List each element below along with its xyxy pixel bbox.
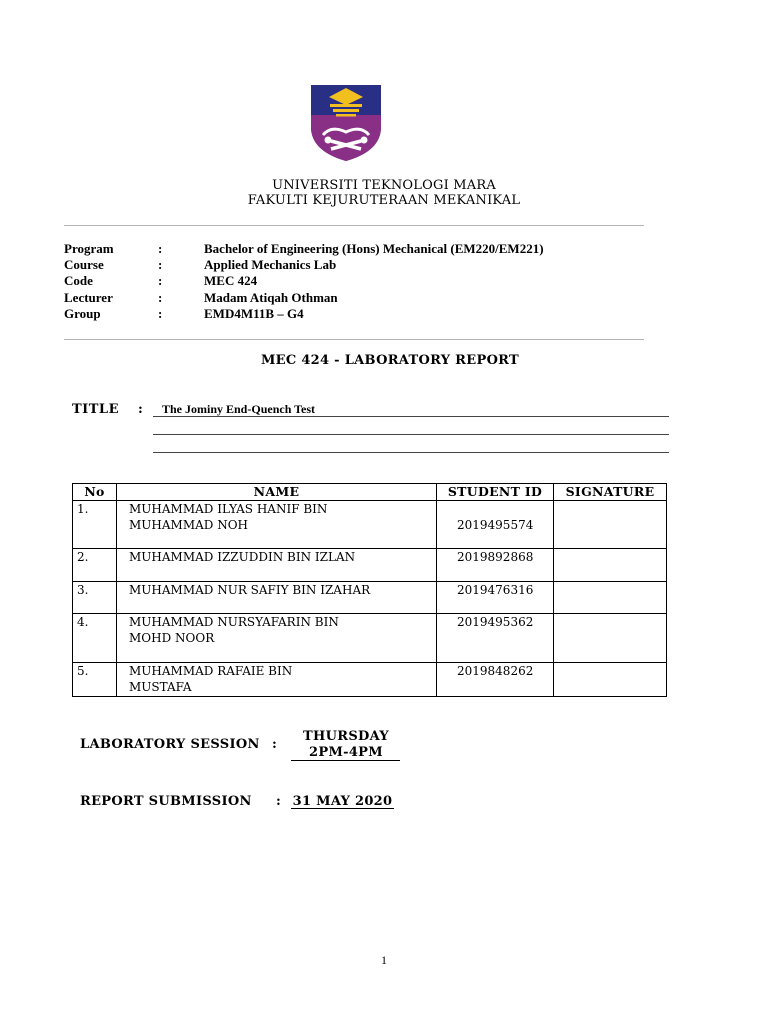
info-label: Group	[64, 306, 101, 321]
table-row	[73, 582, 667, 614]
info-row-group	[64, 306, 664, 322]
info-label: Lecturer	[64, 290, 113, 305]
row-signature	[554, 549, 667, 582]
title-colon: :	[138, 402, 143, 417]
info-row-code	[64, 273, 664, 289]
title-underline	[153, 452, 669, 453]
session-day: THURSDAY	[303, 729, 389, 744]
row-signature	[554, 663, 667, 697]
title-value: The Jominy End-Quench Test	[162, 402, 316, 416]
name-line: MUHAMMAD NUR SAFIY BIN IZAHAR	[129, 583, 371, 597]
header-name: NAME	[117, 484, 437, 501]
submission-date: 31 MAY 2020	[292, 794, 393, 809]
name-line: MUHAMMAD NOH	[129, 518, 249, 532]
name-line: MOHD NOOR	[129, 631, 215, 645]
table-row	[73, 614, 667, 663]
page-number: 1	[381, 953, 387, 967]
members-table	[72, 483, 667, 697]
table-header-row	[73, 484, 667, 501]
title-underline	[153, 434, 669, 435]
table-row	[73, 549, 667, 582]
session-label: LABORATORY SESSION	[80, 737, 260, 752]
university-name: UNIVERSITI TEKNOLOGI MARA	[272, 178, 496, 193]
info-label: Code	[64, 273, 93, 288]
info-label: Program	[64, 241, 114, 256]
name-line: MUHAMMAD NURSYAFARIN BIN	[129, 615, 339, 629]
info-colon: :	[158, 306, 163, 321]
header-signature: SIGNATURE	[554, 484, 667, 501]
session-time: 2PM-4PM	[309, 745, 383, 760]
row-no: 3.	[73, 582, 117, 614]
info-label: Course	[64, 257, 104, 272]
university-logo-icon	[311, 85, 381, 161]
info-row-course	[64, 257, 664, 273]
row-signature	[554, 501, 667, 549]
name-line: MUHAMMAD IZZUDDIN BIN IZLAN	[129, 550, 356, 564]
info-value: Bachelor of Engineering (Hons) Mechanical (EM220/EM221)	[204, 241, 544, 256]
header-no: No	[73, 484, 117, 501]
table-row	[73, 663, 667, 697]
title-underline	[153, 416, 669, 417]
row-name	[117, 663, 437, 697]
row-student-id: 2019495574	[437, 501, 554, 549]
submission-colon: :	[276, 794, 282, 809]
info-colon: :	[158, 257, 163, 272]
row-student-id: 2019848262	[437, 663, 554, 697]
info-value: MEC 424	[204, 273, 258, 288]
info-colon: :	[158, 273, 163, 288]
submission-label: REPORT SUBMISSION	[80, 794, 252, 809]
row-name	[117, 582, 437, 614]
info-colon: :	[158, 290, 163, 305]
title-label: TITLE	[72, 402, 119, 417]
info-value: Madam Atiqah Othman	[204, 290, 338, 305]
info-value: Applied Mechanics Lab	[204, 257, 337, 272]
row-name	[117, 549, 437, 582]
row-no: 2.	[73, 549, 117, 582]
row-signature	[554, 582, 667, 614]
session-colon: :	[272, 737, 278, 752]
info-value: EMD4M11B – G4	[204, 306, 304, 321]
submission-underline	[291, 808, 394, 809]
row-student-id: 2019476316	[437, 582, 554, 614]
faculty-name: FAKULTI KEJURUTERAAN MEKANIKAL	[247, 193, 521, 208]
divider	[64, 225, 644, 226]
session-underline	[291, 760, 400, 761]
row-student-id: 2019892868	[437, 549, 554, 582]
name-line: MUSTAFA	[129, 680, 192, 694]
row-signature	[554, 614, 667, 663]
name-line: MUHAMMAD ILYAS HANIF BIN	[129, 502, 328, 516]
header-student-id: STUDENT ID	[437, 484, 554, 501]
name-line: MUHAMMAD RAFAIE BIN	[129, 664, 293, 678]
row-no: 4.	[73, 614, 117, 663]
row-name	[117, 501, 437, 549]
row-no: 5.	[73, 663, 117, 697]
row-student-id: 2019495362	[437, 614, 554, 663]
info-colon: :	[158, 241, 163, 256]
row-name	[117, 614, 437, 663]
report-heading: MEC 424 - LABORATORY REPORT	[260, 353, 520, 368]
row-no: 1.	[73, 501, 117, 549]
divider	[64, 339, 644, 340]
info-row-lecturer	[64, 290, 664, 306]
info-row-program	[64, 241, 664, 257]
table-row	[73, 501, 667, 549]
